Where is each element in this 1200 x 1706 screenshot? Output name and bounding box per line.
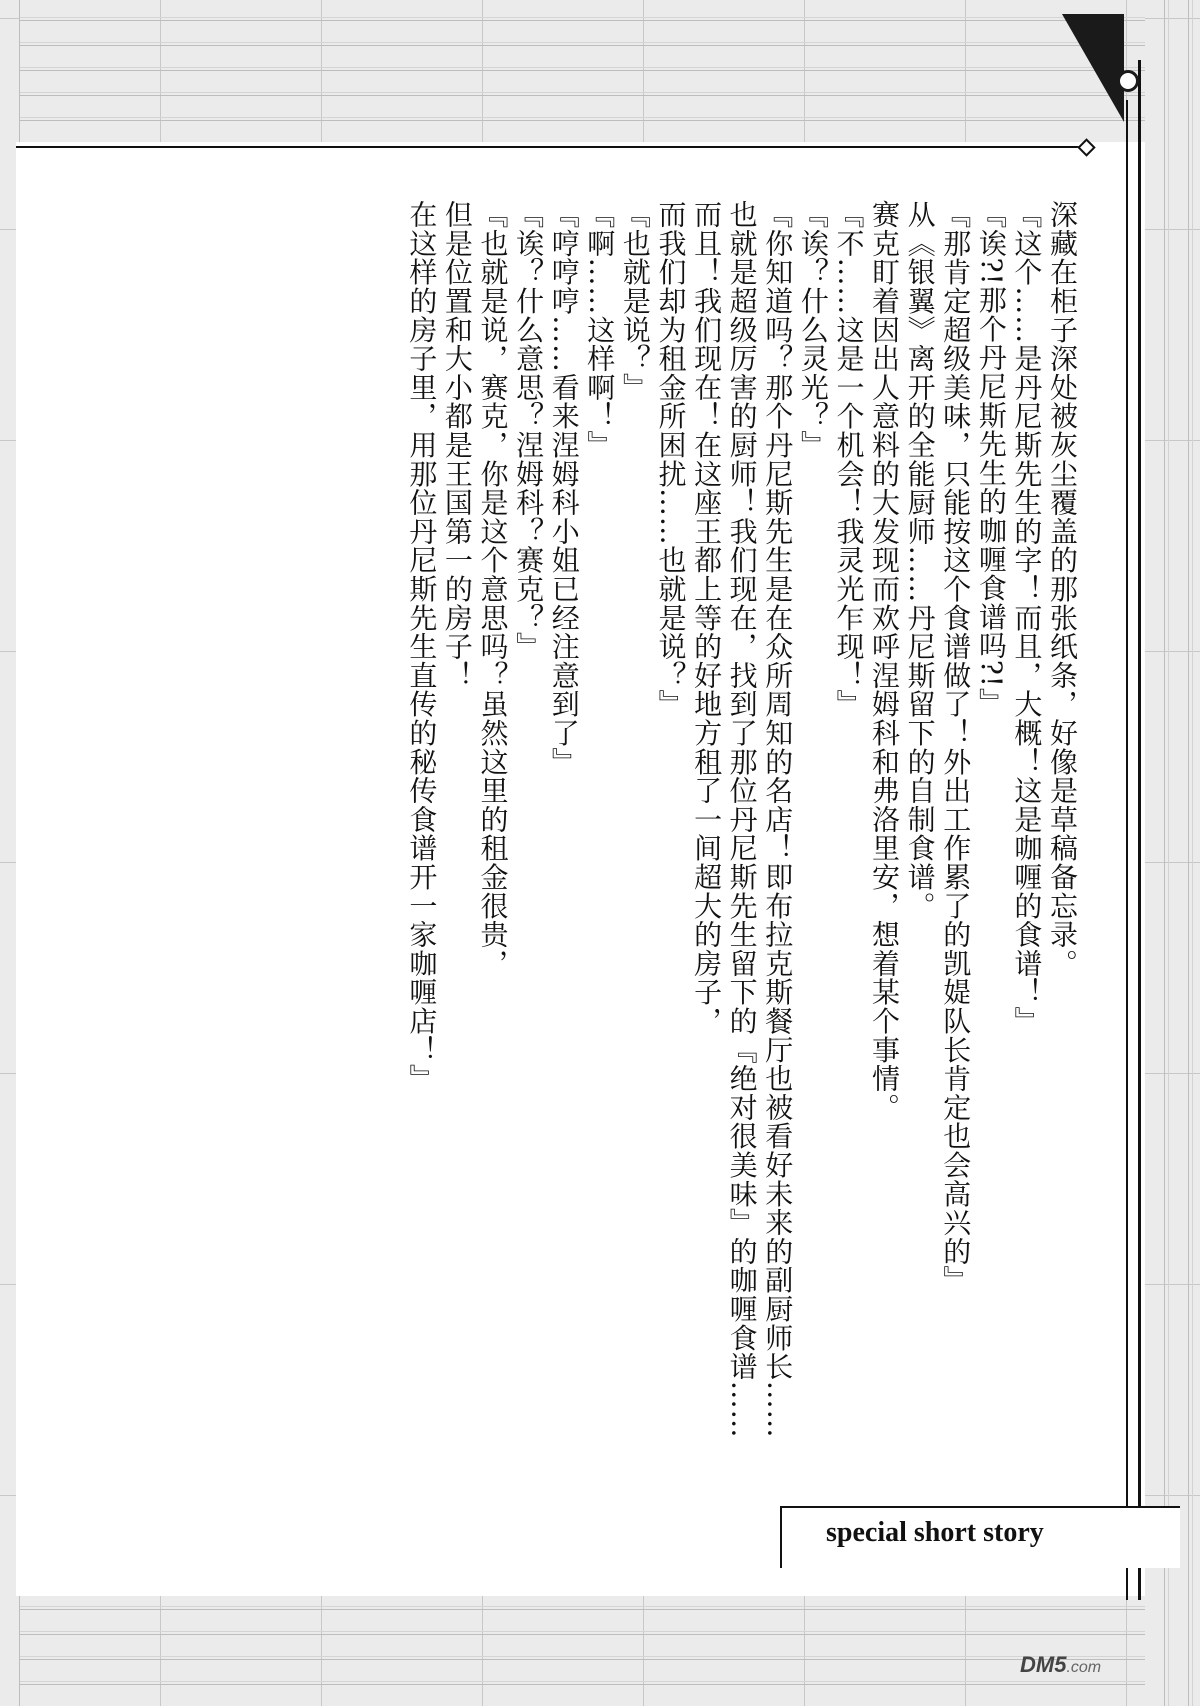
story-line: 『你知道吗？那个丹尼斯先生是在众所周知的名店！即布拉克斯餐厅也被看好未来的副厨师长……: [761, 200, 795, 1439]
dm5-watermark: [1020, 1652, 1170, 1692]
story-line: 『这个……是丹尼斯先生的字！而且，大概！这是咖喱的食谱！』: [1010, 200, 1044, 1036]
story-text: [140, 200, 1080, 1580]
story-line: 而且！我们现在！在这座王都上等的好地方租了一间超大的房子，: [690, 200, 724, 1036]
story-line: 深藏在柜子深处被灰尘覆盖的那张纸条，好像是草稿备忘录。: [1046, 200, 1079, 978]
story-line: 『不……这是一个机会！我灵光乍现！』: [832, 200, 866, 719]
story-line: 『诶？什么意思？涅姆科？赛克？』: [512, 200, 546, 661]
wood-border-top: [0, 0, 1200, 142]
story-line: 也就是超级厉害的厨师！我们现在，找到了那位丹尼斯先生留下的『绝对很美味』的咖喱食谱……: [725, 200, 759, 1439]
wood-border-right: [1145, 0, 1200, 1706]
story-line: 『也就是说，赛克，你是这个意思吗？虽然这里的租金很贵，: [476, 200, 510, 978]
story-line: 但是位置和大小都是王国第一的房子！: [440, 200, 474, 690]
corner-dot-icon: [1117, 70, 1139, 92]
story-line: 赛克盯着因出人意料的大发现而欢呼涅姆科和弗洛里安，想着某个事情。: [868, 200, 902, 1122]
frame-top-rule: [16, 146, 1086, 148]
story-line: 从《银翼》离开的全能厨师……丹尼斯留下的自制食谱。: [903, 200, 937, 920]
story-line: 在这样的房子里，用那位丹尼斯先生直传的秘传食谱开一家咖喱店！』: [405, 200, 439, 1093]
story-line: 而我们却为租金所困扰……也就是说？』: [654, 200, 688, 719]
story-line: 『也就是说？』: [618, 200, 652, 402]
story-line: 『啊……这样啊！』: [583, 200, 617, 460]
watermark-suffix: .com: [1066, 1659, 1102, 1676]
watermark-brand: DM5: [1020, 1652, 1067, 1677]
corner-pennant-icon: [1062, 14, 1124, 122]
frame-right-rule-outer: [1138, 60, 1141, 1600]
story-line: 『哼哼哼……看来涅姆科小姐已经注意到了』: [547, 200, 581, 776]
footer-label: special short story: [826, 1517, 1044, 1548]
story-line: 『诶？什么灵光？』: [796, 200, 830, 460]
frame-right-rule-inner: [1126, 100, 1128, 1600]
story-line: 『那肯定超级美味，只能按这个食谱做了！外出工作累了的凯媞队长肯定也会高兴的』: [939, 200, 973, 1295]
footer-label-divider: [780, 1506, 782, 1568]
story-line: 『诶?!那个丹尼斯先生的咖喱食谱吗?!』: [974, 200, 1008, 717]
